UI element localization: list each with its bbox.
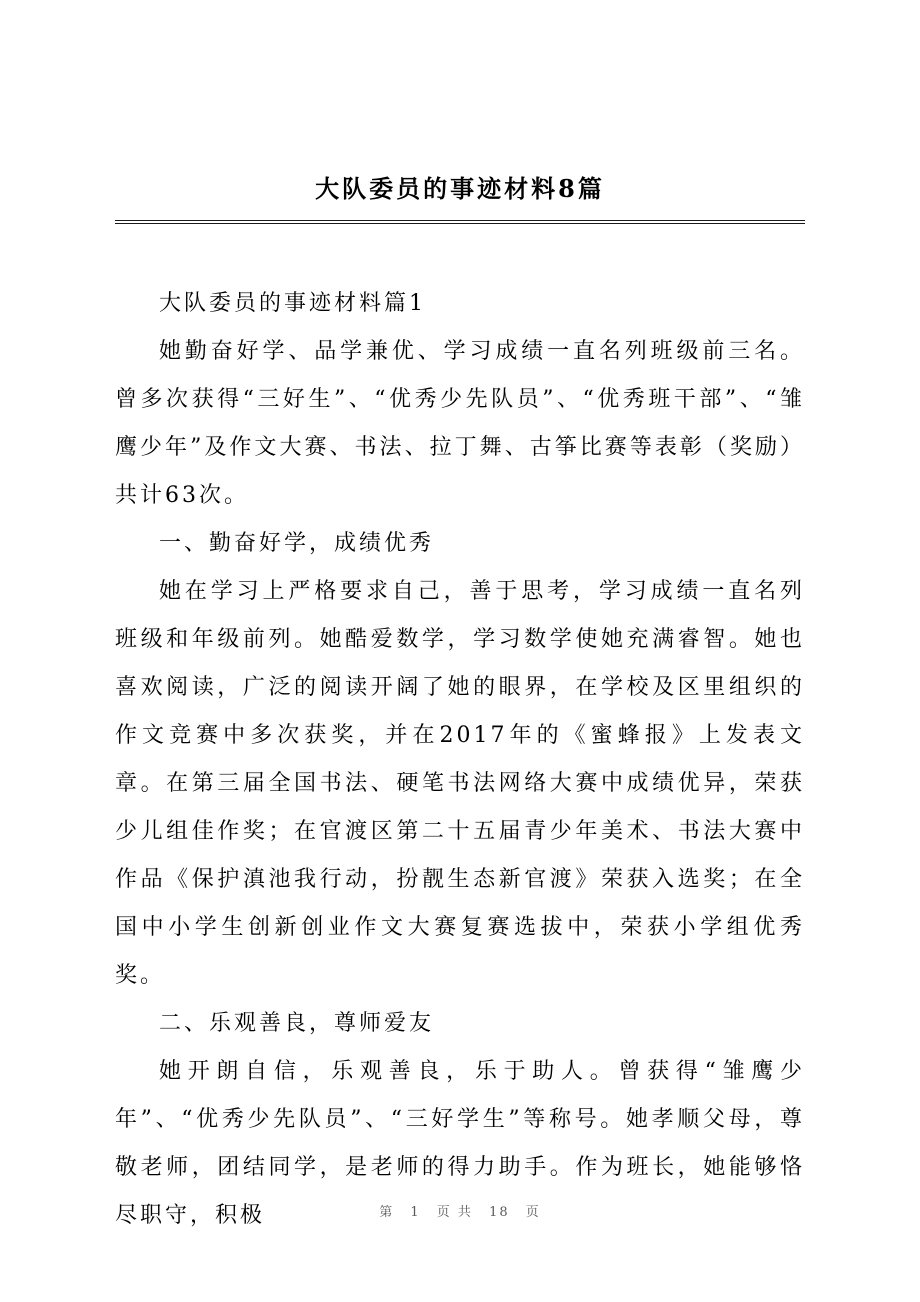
footer-label-suffix: 页	[525, 1205, 541, 1220]
footer-current-page: 1	[410, 1205, 421, 1220]
footer-label-prefix: 第	[379, 1205, 395, 1220]
paragraph-section-label: 大队委员的事迹材料篇1	[159, 290, 426, 316]
paragraph-heading-2: 二、乐观善良，尊师爱友	[159, 1010, 435, 1036]
page-footer	[0, 1201, 920, 1220]
paragraph-body-2: 她开朗自信，乐观善良，乐于助人。曾获得“雏鹰少年”、“优秀少先队员”、“三好学生”等称号。她孝顺父母，尊敬老师，团结同学，是老师的得力助手。作为班长，她能够恪尽职守，积极	[115, 1058, 805, 1228]
paragraph-body-1: 她在学习上严格要求自己，善于思考，学习成绩一直名列班级和年级前列。她酷爱数学，学习数学使她充满睿智。她也喜欢阅读，广泛的阅读开阔了她的眼界，在学校及区里组织的作文竞赛中多次获奖，并在2017年的《蜜蜂报》上发表文章。在第三届全国书法、硬笔书法网络大赛中成绩优异，荣获少儿组佳作奖；在官渡区第二十五届青少年美术、书法大赛中作品《保护滇池我行动，扮靓生态新官渡》荣获入选奖；在全国中小学生创新创业作文大赛复赛选拔中，荣获小学组优秀奖。	[115, 578, 805, 988]
paragraph-heading-1: 一、勤奋好学，成绩优秀	[159, 530, 435, 556]
footer-label-middle: 页 共	[436, 1205, 473, 1220]
document-body	[115, 280, 805, 1240]
footer-total-pages: 18	[489, 1205, 510, 1220]
paragraph-intro: 她勤奋好学、品学兼优、学习成绩一直名列班级前三名。曾多次获得“三好生”、“优秀少先队员”、“优秀班干部”、“雏鹰少年”及作文大赛、书法、拉丁舞、古筝比赛等表彰（奖励）共计63次。	[115, 338, 805, 508]
document-title: 大队委员的事迹材料8篇	[315, 174, 605, 203]
title-divider	[115, 220, 805, 224]
